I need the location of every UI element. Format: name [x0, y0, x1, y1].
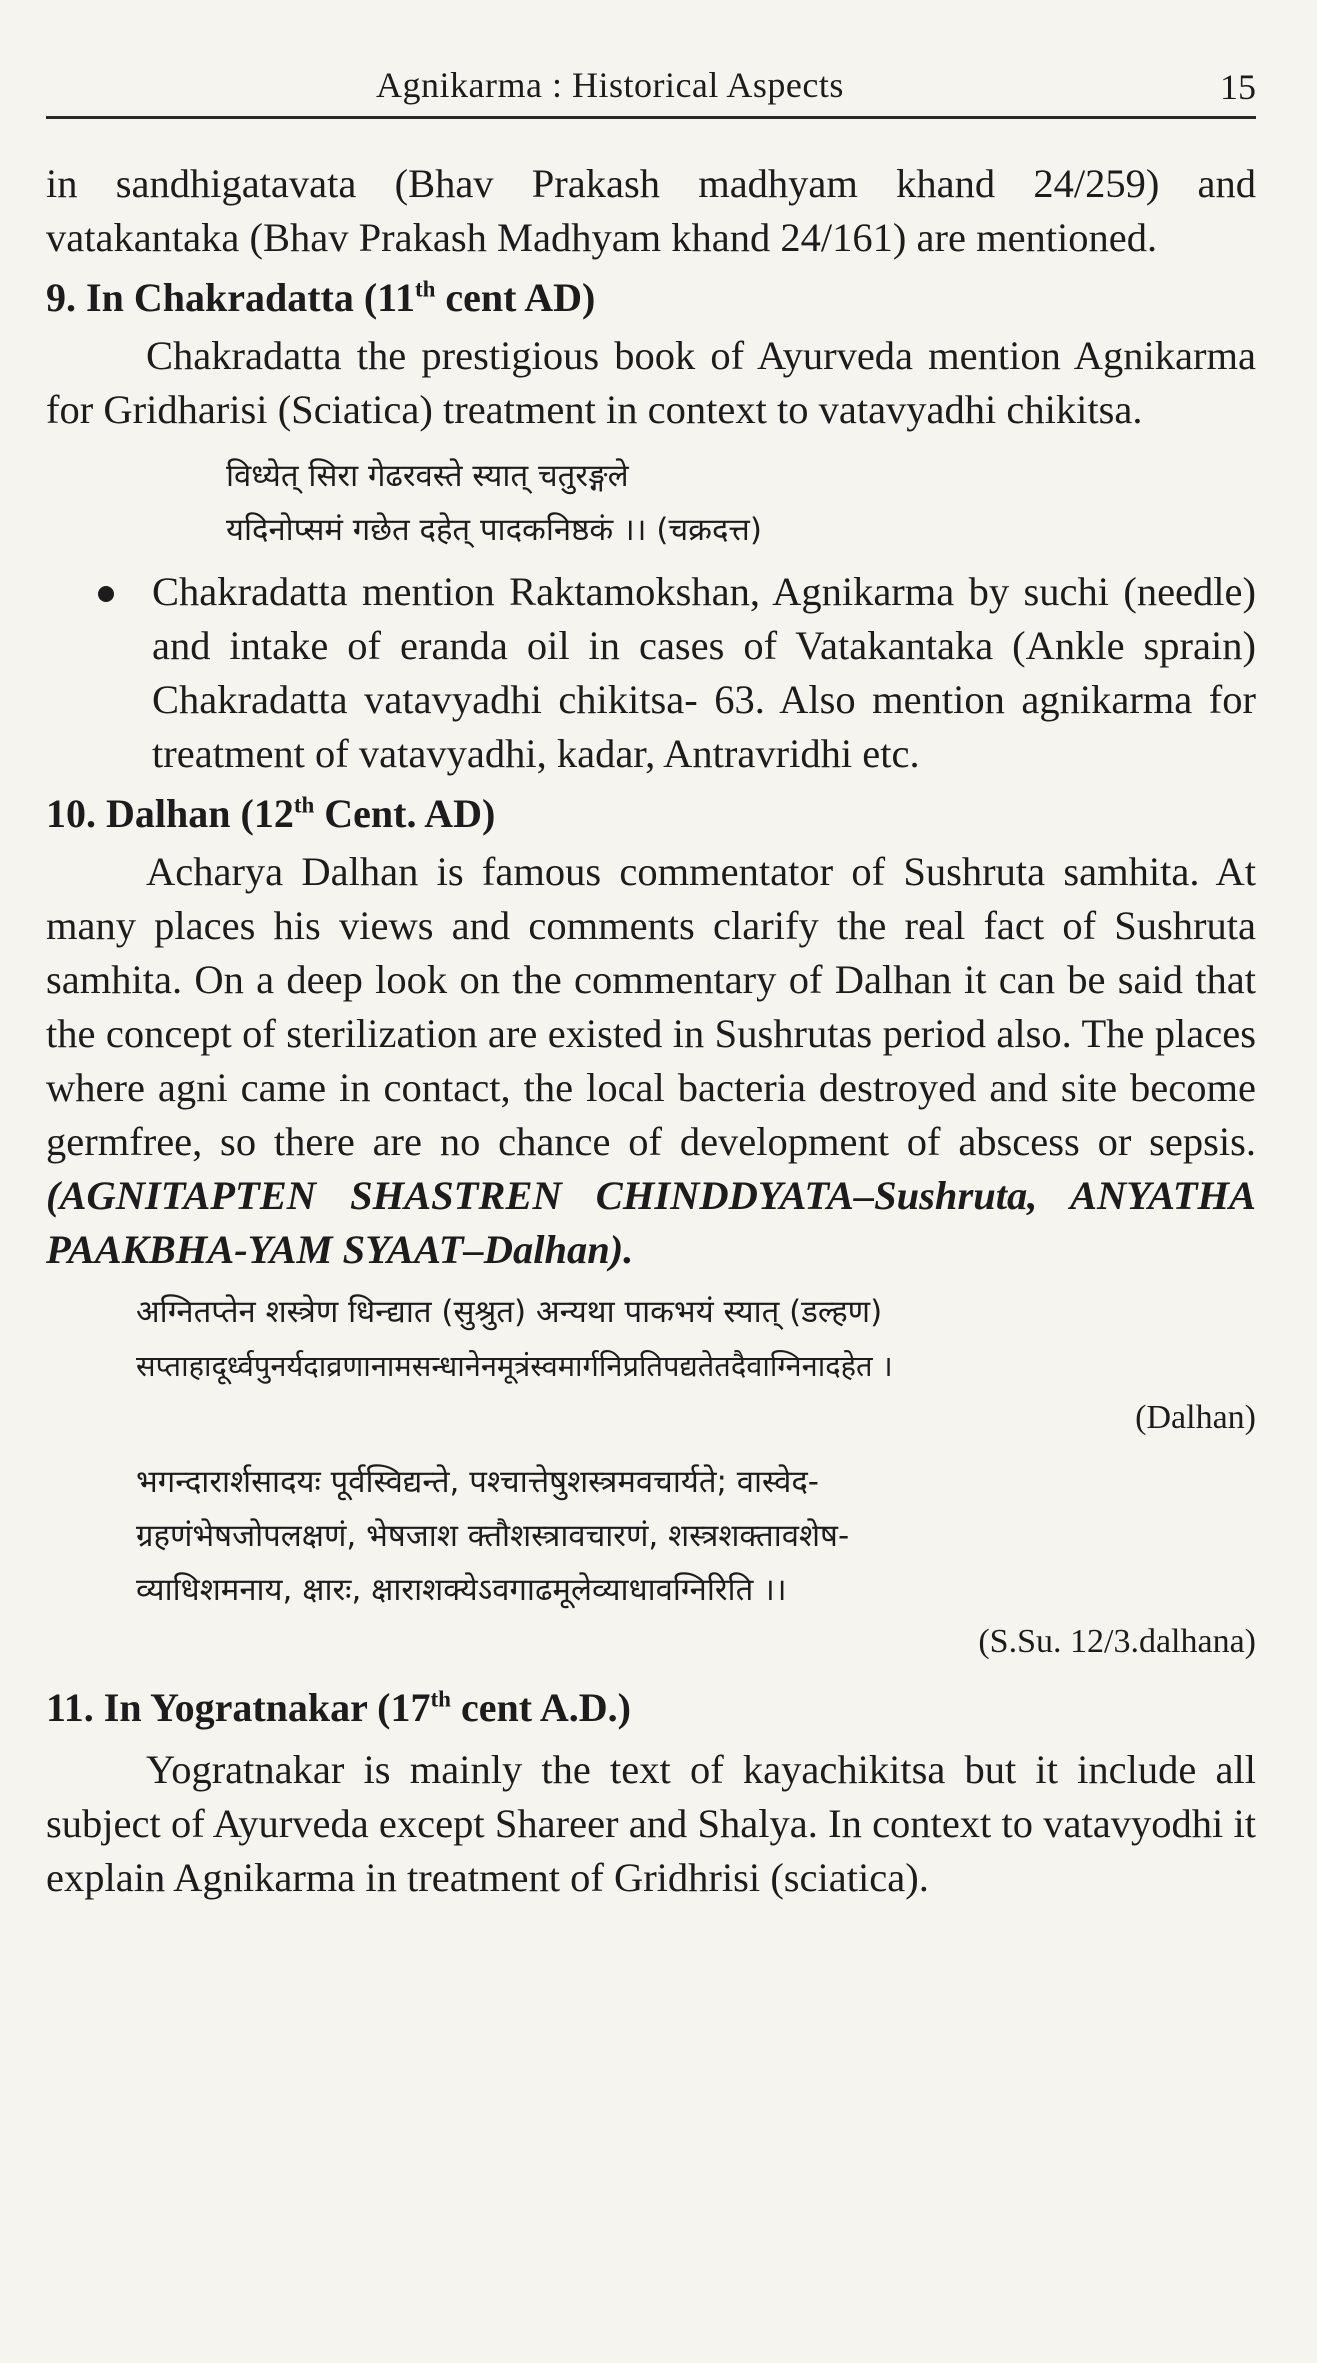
section-9-verse-line2: यदिनोप्समं गछेत दहेत् पादकनिष्ठकं ।। (चक्रदत्त) — [226, 512, 762, 548]
section-10-emphasis: (AGNITAPTEN SHASTREN CHINDDYATA–Sushruta, ANYATHA PAAKBHA-YAM SYAAT–Dalhan). — [46, 1173, 1256, 1272]
book-page — [46, 60, 1256, 1905]
page-number: 15 — [1220, 67, 1256, 107]
section-11-heading — [46, 1681, 1256, 1735]
running-header — [46, 60, 1256, 119]
section-9-paragraph: Chakradatta the prestigious book of Ayurveda mention Agnikarma for Gridharisi (Sciatica) treatment in context to vatavyadhi chikitsa. — [46, 333, 1256, 432]
section-11-heading-sup: th — [430, 1686, 451, 1712]
section-10-verse1-line1: अग्नितप्तेन शस्त्रेण धिन्द्यात (सुश्रुत) अन्यथा पाकभयं स्यात् (डल्हण) — [136, 1294, 883, 1330]
section-10-paragraph-text: Acharya Dalhan is famous commentator of Sushruta samhita. At many places his views and comments clarify the real fact of Sushruta samhita. On a deep look on the commentary of Dalhan it can be said that the concept of sterilization are existed in Sushrutas period also. The places where agni came in contact, the local bacteria destroyed and site become germfree, so there are no chance of development of abscess or sepsis. — [46, 849, 1256, 1164]
section-11-heading-post: cent A.D.) — [450, 1685, 631, 1730]
bullet-icon — [98, 586, 114, 602]
section-10-verse2-line1: भगन्दारार्शसादयः पूर्वस्विद्यन्ते, पश्चात्तेषुशस्त्रमवचार्यते; वास्वेद- — [136, 1464, 819, 1500]
section-9-heading-post: cent AD) — [435, 275, 596, 320]
section-10-verse1-line2: सप्ताहादूर्ध्वपुनर्यदाव्रणानामसन्धानेनमूत्रंस्वमार्गनिप्रतिपद्यतेतदैवाग्निनादहेत । — [136, 1349, 893, 1383]
intro-paragraph: in sandhigatavata (Bhav Prakash madhyam khand 24/259) and vatakantaka (Bhav Prakash Madhyam khand 24/161) are mentioned. — [46, 161, 1256, 260]
section-10-heading-sup: th — [293, 792, 315, 818]
section-10-paragraph — [46, 845, 1256, 1277]
section-10-heading-pre: 10. Dalhan (12 — [46, 791, 294, 836]
section-10-verse-2 — [46, 1455, 1256, 1617]
section-10-heading — [46, 787, 1256, 841]
section-10-verse2-line3: व्याधिशमनाय, क्षारः, क्षाराशक्येऽवगाढमूलेव्याधावग्निरिति ।। — [136, 1572, 787, 1608]
section-9-bullet — [46, 565, 1256, 781]
section-9-heading-pre: 9. In Chakradatta (11 — [46, 275, 415, 320]
section-9-verse — [46, 449, 1256, 557]
section-9-verse-line1: विध्येत् सिरा गेढरवस्ते स्यात् चतुरङ्गले — [226, 458, 629, 494]
section-9-bullet-text: Chakradatta mention Raktamokshan, Agnikarma by suchi (needle) and intake of eranda oil in cases of Vatakantaka (Ankle sprain) Chakradatta vatavyadhi chikitsa- 63. Also mention agnikarma for treatment of vatavyadhi, kadar, Antravridhi etc. — [152, 569, 1256, 776]
section-10-heading-post: Cent. AD) — [314, 791, 496, 836]
header-title: Agnikarma : Historical Aspects — [376, 65, 844, 105]
section-10-verse1-citation: (Dalhan) — [1135, 1399, 1256, 1436]
section-10-verse2-line2: ग्रहणंभेषजोपलक्षणं, भेषजाश क्तौशस्त्रावचारणं, शस्त्रशक्तावशेष- — [136, 1518, 850, 1554]
section-9-heading — [46, 271, 1256, 325]
section-11-heading-pre: 11. In Yogratnakar (17 — [46, 1685, 431, 1730]
section-9-heading-sup: th — [414, 276, 436, 302]
section-10-verse2-citation: (S.Su. 12/3.dalhana) — [978, 1623, 1256, 1660]
section-10-verse-1 — [46, 1285, 1256, 1393]
section-11-paragraph: Yogratnakar is mainly the text of kayachikitsa but it include all subject of Ayurveda except Shareer and Shalya. In context to vatavyodhi it explain Agnikarma in treatment of Gridhrisi (sciatica). — [46, 1747, 1256, 1900]
